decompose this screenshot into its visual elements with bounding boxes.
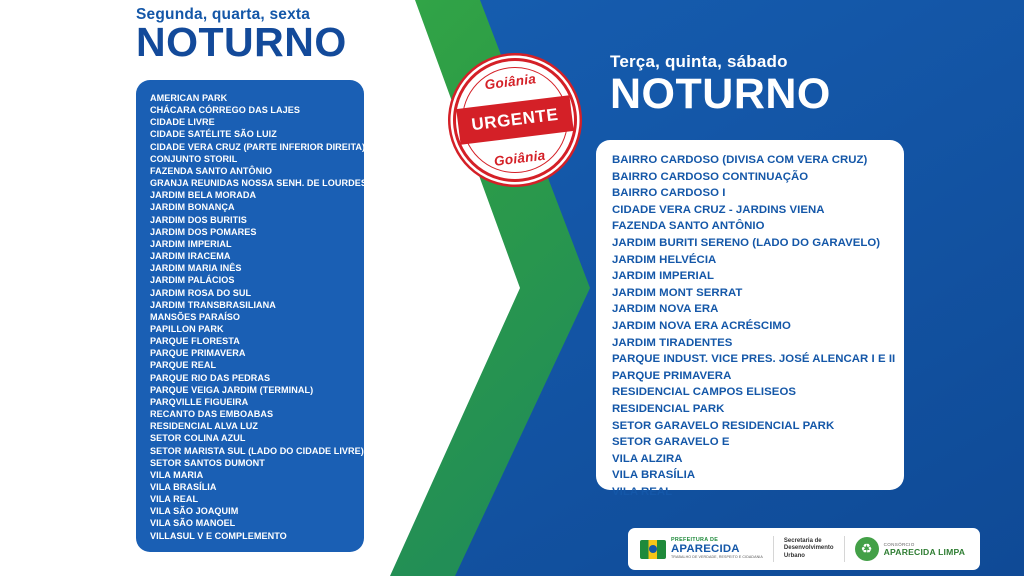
list-item: JARDIM IMPERIAL xyxy=(612,270,715,283)
consorcio-logo-text xyxy=(884,542,966,557)
left-neighborhood-list xyxy=(150,92,367,542)
list-item: VILA MARIA xyxy=(150,469,204,480)
list-item: PARQUE FLORESTA xyxy=(150,336,240,347)
prefeitura-tagline: PREFEITURA DE xyxy=(671,537,719,544)
list-item: SETOR COLINA AZUL xyxy=(150,433,246,444)
list-item: VILA SÃO JOAQUIM xyxy=(150,506,239,517)
list-item: VILA ALZIRA xyxy=(612,452,683,465)
list-item: JARDIM IMPERIAL xyxy=(150,238,232,249)
list-item: JARDIM IRACEMA xyxy=(150,251,231,262)
left-neighborhood-card xyxy=(136,80,367,552)
list-item: VILA BRASÍLIA xyxy=(612,469,696,482)
list-item: JARDIM DOS POMARES xyxy=(150,226,257,237)
secretaria-logo-text xyxy=(784,538,834,561)
list-item: CIDADE VERA CRUZ - JARDINS VIENA xyxy=(612,203,825,216)
secretaria-line2: Desenvolvimento xyxy=(783,545,834,552)
list-item: PARQVILLE FIGUEIRA xyxy=(150,396,249,407)
secretaria-line3: Urbano xyxy=(783,552,805,559)
list-item: SETOR GARAVELO E xyxy=(612,436,730,449)
footer-logo-bar xyxy=(628,528,980,570)
list-item: MANSÕES PARAÍSO xyxy=(150,311,241,322)
list-item: JARDIM NOVA ERA ACRÉSCIMO xyxy=(612,319,791,332)
stamp-center-text: URGENTE xyxy=(470,104,560,135)
right-title: NOTURNO xyxy=(610,70,831,118)
prefeitura-logo-text xyxy=(671,538,763,559)
list-item: PARQUE PRIMAVERA xyxy=(150,348,246,359)
list-item: VILA SÃO MANOEL xyxy=(150,518,236,529)
list-item: PARQUE PRIMAVERA xyxy=(612,369,732,382)
list-item: CIDADE SATÉLITE SÃO LUIZ xyxy=(150,129,277,140)
right-neighborhood-list xyxy=(612,152,896,500)
list-item: JARDIM MONT SERRAT xyxy=(612,286,743,299)
list-item: CIDADE VERA CRUZ (PARTE INFERIOR DIREITA) xyxy=(150,141,366,152)
list-item: PARQUE INDUST. VICE PRES. JOSÉ ALENCAR I E II xyxy=(612,353,896,366)
urgente-stamp xyxy=(446,51,584,189)
list-item: BAIRRO CARDOSO CONTINUAÇÃO xyxy=(612,170,809,183)
left-heading-group xyxy=(136,6,436,64)
consorcio-name: APARECIDA LIMPA xyxy=(883,546,966,557)
footer-divider xyxy=(773,536,774,562)
list-item: JARDIM BELA MORADA xyxy=(150,190,257,201)
prefeitura-name: APARECIDA xyxy=(671,542,740,555)
list-item: BAIRRO CARDOSO I xyxy=(612,187,726,200)
list-item: RESIDENCIAL ALVA LUZ xyxy=(150,421,258,432)
list-item: JARDIM HELVÉCIA xyxy=(612,253,717,266)
prefeitura-subtitle: TRABALHO DE VERDADE, RESPEITO E CIDADANIA xyxy=(671,554,763,559)
list-item: JARDIM DOS BURITIS xyxy=(150,214,247,225)
list-item: VILA REAL xyxy=(150,494,199,505)
list-item: CHÁCARA CÓRREGO DAS LAJES xyxy=(150,105,300,116)
stamp-bottom-text: Goiânia xyxy=(493,147,547,169)
list-item: JARDIM NOVA ERA xyxy=(612,303,719,316)
list-item: FAZENDA SANTO ANTÔNIO xyxy=(612,220,765,233)
right-schedule-label: Terça, quinta, sábado xyxy=(610,52,788,71)
list-item: SETOR GARAVELO RESIDENCIAL PARK xyxy=(612,419,835,432)
list-item: PARQUE RIO DAS PEDRAS xyxy=(150,372,271,383)
list-item: CONJUNTO STORIL xyxy=(150,153,238,164)
list-item: VILA BRASÍLIA xyxy=(150,482,217,492)
list-item: BAIRRO CARDOSO (DIVISA COM VERA CRUZ) xyxy=(612,154,868,166)
list-item: RESIDENCIAL CAMPOS ELISEOS xyxy=(612,386,797,399)
list-item: JARDIM ROSA DO SUL xyxy=(150,287,252,298)
right-neighborhood-card xyxy=(596,140,904,498)
list-item: GRANJA REUNIDAS NOSSA SENH. DE LOURDES xyxy=(150,178,367,189)
list-item: PARQUE VEIGA JARDIM (TERMINAL) xyxy=(150,384,314,395)
list-item: JARDIM TIRADENTES xyxy=(612,336,733,349)
list-item: SETOR SANTOS DUMONT xyxy=(150,457,265,468)
right-heading-group xyxy=(610,52,831,117)
list-item: CIDADE LIVRE xyxy=(150,117,215,128)
list-item: SETOR MARISTA SUL (LADO DO CIDADE LIVRE) xyxy=(150,445,364,456)
list-item: RESIDENCIAL PARK xyxy=(612,402,725,415)
list-item: JARDIM PALÁCIOS xyxy=(150,275,235,286)
list-item: VILA REAL xyxy=(612,485,673,498)
list-item: JARDIM BONANÇA xyxy=(150,202,235,213)
list-item: AMERICAN PARK xyxy=(150,93,228,103)
list-item: JARDIM BURITI SERENO (LADO DO GARAVELO) xyxy=(612,236,881,249)
secretaria-line1: Secretaria de xyxy=(783,537,822,544)
list-item: JARDIM MARIA INÊS xyxy=(150,263,242,274)
prefeitura-logo xyxy=(640,538,763,559)
list-item: FAZENDA SANTO ANTÔNIO xyxy=(150,165,272,176)
list-item: PAPILLON PARK xyxy=(150,323,224,334)
footer-divider-2 xyxy=(844,536,845,562)
list-item: RECANTO DAS EMBOABAS xyxy=(150,409,274,420)
stamp-top-text: Goiânia xyxy=(483,71,537,93)
list-item: VILLASUL V E COMPLEMENTO xyxy=(150,530,287,541)
left-title: NOTURNO xyxy=(136,19,347,65)
list-item: JARDIM TRANSBRASILIANA xyxy=(150,299,276,310)
consorcio-label: CONSÓRCIO xyxy=(883,541,915,547)
left-schedule-label: Segunda, quarta, sexta xyxy=(136,6,311,23)
recycle-icon: ♻ xyxy=(855,537,879,561)
list-item: PARQUE REAL xyxy=(150,360,217,371)
flag-icon xyxy=(640,540,666,559)
consorcio-logo xyxy=(855,537,966,561)
